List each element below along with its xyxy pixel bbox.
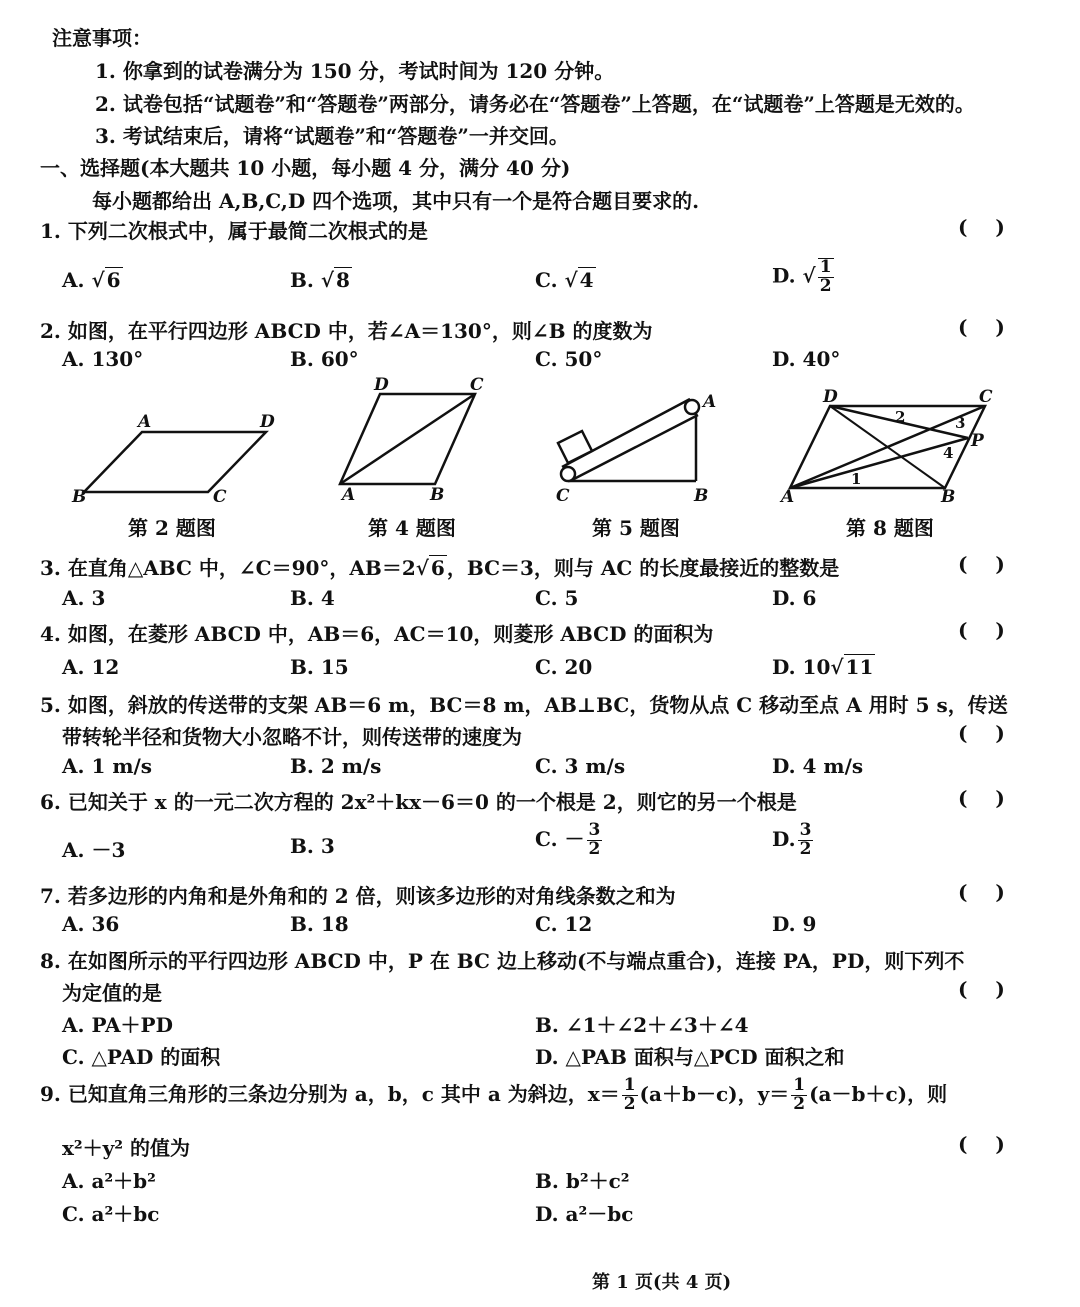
q6-option-d[interactable]: D. $\frac{3}{2}$	[772, 820, 812, 859]
section-title: 一、选择题(本大题共 10 小题，每小题 4 分，满分 40 分)	[40, 156, 571, 180]
q5-option-b[interactable]: B. 2 m/s	[290, 754, 382, 778]
q1-stem: 1. 下列二次根式中，属于最简二次根式的是	[40, 219, 428, 243]
figure-q5	[548, 385, 728, 515]
figure-q2	[60, 400, 290, 510]
q5-answer-paren[interactable]: ( )	[958, 721, 1005, 745]
fig2-label-a: A	[138, 412, 152, 432]
q4-option-a[interactable]: A. 12	[62, 655, 120, 679]
fig8-label-b: B	[941, 487, 956, 507]
fig2-caption: 第 2 题图	[128, 516, 216, 540]
q4-option-c[interactable]: C. 20	[535, 655, 593, 679]
q7-option-b[interactable]: B. 18	[290, 912, 349, 936]
q3-option-c[interactable]: C. 5	[535, 586, 579, 610]
q3-option-b[interactable]: B. 4	[290, 586, 335, 610]
q4-answer-paren[interactable]: ( )	[958, 618, 1005, 642]
q9-option-d[interactable]: D. a²－bc	[535, 1202, 634, 1226]
page-footer: 第 1 页(共 4 页)	[592, 1272, 732, 1293]
q8-option-a[interactable]: A. PA＋PD	[62, 1013, 173, 1037]
q3-option-d[interactable]: D. 6	[772, 586, 817, 610]
fig8-segment-pa	[790, 438, 968, 488]
q3-answer-paren[interactable]: ( )	[958, 552, 1005, 576]
q9-option-a[interactable]: A. a²＋b²	[62, 1169, 156, 1193]
q2-option-a[interactable]: A. 130°	[62, 347, 144, 371]
q5-stem-line1: 5. 如图，斜放的传送带的支架 AB＝6 m，BC＝8 m，AB⊥BC，货物从点 C 移动至点 A 用时 5 s，传送	[40, 693, 1008, 717]
q8-answer-paren[interactable]: ( )	[958, 977, 1005, 1001]
q2-answer-paren[interactable]: ( )	[958, 315, 1005, 339]
fig8-label-d: D	[823, 387, 838, 407]
fig4-caption: 第 4 题图	[368, 516, 456, 540]
q8-stem-line1: 8. 在如图所示的平行四边形 ABCD 中，P 在 BC 边上移动(不与端点重合)，连接 PA，PD，则下列不	[40, 949, 965, 973]
q1-answer-paren[interactable]: ( )	[958, 215, 1005, 239]
q4-option-d[interactable]: D. 10√ 11	[772, 655, 874, 679]
section-instruction: 每小题都给出 A,B,C,D 四个选项，其中只有一个是符合题目要求的.	[92, 189, 700, 213]
fig2-parallelogram	[84, 432, 266, 492]
fig5-label-c: C	[556, 486, 570, 506]
q4-stem: 4. 如图，在菱形 ABCD 中，AB＝6，AC＝10，则菱形 ABCD 的面积为	[40, 622, 714, 646]
figure-q4	[330, 372, 500, 512]
q9-option-c[interactable]: C. a²＋bc	[62, 1202, 160, 1226]
q5-option-d[interactable]: D. 4 m/s	[772, 754, 864, 778]
q7-stem: 7. 若多边形的内角和是外角和的 2 倍，则该多边形的对角线条数之和为	[40, 884, 676, 908]
fig2-label-d: D	[260, 412, 275, 432]
fig8-caption: 第 8 题图	[846, 516, 934, 540]
q1-option-c[interactable]: C. √ 4	[535, 268, 594, 292]
q1-option-a[interactable]: A. √ 6	[62, 268, 121, 292]
q3-stem: 3. 在直角△ABC 中，∠C＝90°，AB＝2√ 6 ，BC＝3，则与 AC 的长度最接近的整数是	[40, 556, 840, 580]
notice-item-3: 3. 考试结束后，请将“试题卷”和“答题卷”一并交回。	[95, 124, 569, 148]
fig5-label-a: A	[703, 392, 717, 412]
fig4-label-a: A	[342, 485, 356, 505]
fig2-label-b: B	[72, 487, 87, 507]
q8-option-d[interactable]: D. △PAB 面积与△PCD 面积之和	[535, 1045, 845, 1069]
q7-answer-paren[interactable]: ( )	[958, 880, 1005, 904]
q1-option-d[interactable]: D. √ $\frac{1}{2}$	[772, 257, 832, 296]
fig4-label-d: D	[374, 375, 389, 395]
q2-stem: 2. 如图，在平行四边形 ABCD 中，若∠A＝130°，则∠B 的度数为	[40, 319, 653, 343]
q9-answer-paren[interactable]: ( )	[958, 1132, 1005, 1156]
fig8-angle-2: 2	[895, 408, 906, 426]
q7-option-c[interactable]: C. 12	[535, 912, 593, 936]
fig5-wheel-a	[685, 400, 699, 414]
q5-option-a[interactable]: A. 1 m/s	[62, 754, 153, 778]
q8-option-b[interactable]: B. ∠1＋∠2＋∠3＋∠4	[535, 1013, 749, 1037]
q4-option-b[interactable]: B. 15	[290, 655, 349, 679]
q1-option-b[interactable]: B. √ 8	[290, 268, 350, 292]
fig8-label-p: P	[971, 431, 984, 451]
fig8-angle-1: 1	[851, 470, 862, 488]
fig5-cargo	[558, 431, 592, 463]
q9-option-b[interactable]: B. b²＋c²	[535, 1169, 630, 1193]
fig5-label-b: B	[694, 486, 709, 506]
fig5-wheel-c	[561, 467, 575, 481]
q6-option-c[interactable]: C. － $\frac{3}{2}$	[535, 820, 601, 859]
notice-item-1: 1. 你拿到的试卷满分为 150 分，考试时间为 120 分钟。	[95, 59, 615, 83]
q9-stem-line1: 9. 已知直角三角形的三条边分别为 a，b，c 其中 a 为斜边，x＝ $\frac{1}{2}$ (a＋b－c)，y＝ $\frac{1}{2}$ (a－b＋c)，则	[40, 1075, 948, 1114]
q6-answer-paren[interactable]: ( )	[958, 786, 1005, 810]
q2-option-c[interactable]: C. 50°	[535, 347, 603, 371]
fig8-label-a: A	[781, 487, 795, 507]
q3-option-a[interactable]: A. 3	[62, 586, 106, 610]
q8-stem-line2: 为定值的是	[62, 981, 162, 1005]
fig4-label-c: C	[470, 375, 484, 395]
q6-stem: 6. 已知关于 x 的一元二次方程的 2x²＋kx－6＝0 的一个根是 2，则它的另一个根是	[40, 790, 797, 814]
notice-title: 注意事项：	[52, 26, 152, 50]
q8-option-c[interactable]: C. △PAD 的面积	[62, 1045, 221, 1069]
q5-option-c[interactable]: C. 3 m/s	[535, 754, 626, 778]
figure-q8	[775, 386, 1015, 510]
fig8-angle-3: 3	[955, 414, 966, 432]
fig8-angle-4: 4	[943, 444, 954, 462]
q9-stem-line2: x²＋y² 的值为	[62, 1136, 191, 1160]
q6-option-a[interactable]: A. －3	[62, 838, 126, 862]
q7-option-a[interactable]: A. 36	[62, 912, 120, 936]
q7-option-d[interactable]: D. 9	[772, 912, 817, 936]
fig5-caption: 第 5 题图	[592, 516, 680, 540]
fig8-label-c: C	[979, 387, 993, 407]
q2-option-b[interactable]: B. 60°	[290, 347, 359, 371]
q2-option-d[interactable]: D. 40°	[772, 347, 841, 371]
fig4-label-b: B	[430, 485, 445, 505]
q6-option-b[interactable]: B. 3	[290, 834, 335, 858]
q5-stem-line2: 带转轮半径和货物大小忽略不计，则传送带的速度为	[62, 725, 522, 749]
fig2-label-c: C	[213, 487, 227, 507]
notice-item-2: 2. 试卷包括“试题卷”和“答题卷”两部分，请务必在“答题卷”上答题，在“试题卷”上答题是无效的。	[95, 92, 975, 116]
